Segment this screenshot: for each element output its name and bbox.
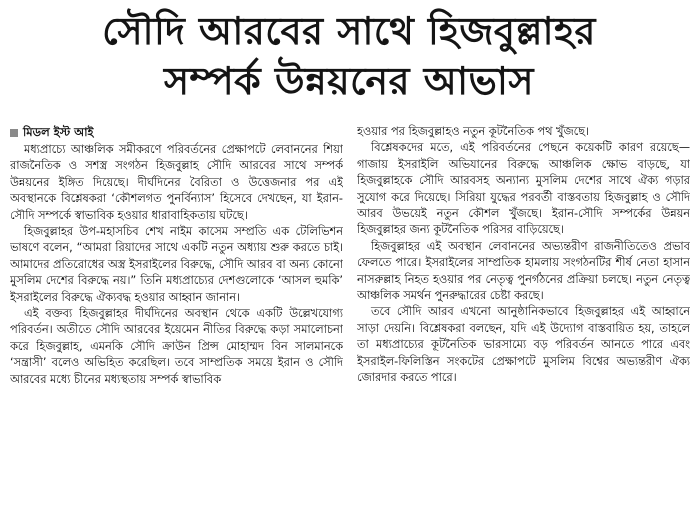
article-body	[10, 124, 690, 517]
paragraph: মধ্যপ্রাচ্যে আঞ্চলিক সমীকরণে পরিবর্তনের প্রেক্ষাপটে লেবাননের শিয়া রাজনৈতিক ও সশস্ত্র সংগঠন হিজবুল্লাহ সৌদি আরবের সাথে সম্পর্ক উন্নয়নের ইঙ্গিত দিয়েছে। দীর্ঘদিনের বৈরিতা ও উত্তেজনার পর এই অবস্থানকে বিশ্লেষকরা ‘কৌশলগত পুনর্বিন্যাস’ হিসেবে দেখছেন, যা ইরান-সৌদি সম্পর্কে স্বাভাবিক হওয়ার ধারাবাহিকতায় ঘটছে।	[10, 143, 343, 222]
paragraph: হিজবুল্লাহর এই অবস্থান লেবাননের অভ্যন্তরীণ রাজনীতিতেও প্রভাব ফেলতে পারে। ইসরাইলের সাম্প্রতিক হামলায় সংগঠনটির শীর্ষ নেতা হাসান নাসরুল্লাহ নিহত হওয়ার পর নেতৃত্ব পুনর্গঠনের প্রক্রিয়া চলছে। নতুন নেতৃত্ব আঞ্চলিক সমর্থন পুনরুদ্ধারের চেষ্টা করছে।	[357, 239, 690, 303]
byline	[10, 124, 343, 141]
paragraph: তবে সৌদি আরব এখনো আনুষ্ঠানিকভাবে হিজবুল্লাহর এই আহ্বানে সাড়া দেয়নি। বিশ্লেষকরা বলছেন, যদি এই উদ্যোগ বাস্তবায়িত হয়, তাহলে তা মধ্যপ্রাচ্যের কূটনৈতিক ভারসাম্যে বড় পরিবর্তন আনতে পারে এবং ইসরাইল-ফিলিস্তিন সংকটের প্রেক্ষাপটে মুসলিম বিশ্বের অভ্যন্তরীণ ঐক্য জোরদার করতে পারে।	[357, 305, 690, 385]
left-column	[10, 124, 343, 517]
right-column	[357, 124, 690, 517]
paragraph: হিজবুল্লাহর উপ-মহাসচিব শেখ নাইম কাসেম সম্প্রতি এক টেলিভিশন ভাষণে বলেন, “আমরা রিয়াদের সাথে একটি নতুন অধ্যায় শুরু করতে চাই। আমাদের প্রতিরোধের অস্ত্র ইসরাইলের বিরুদ্ধে, সৌদি আরব বা অন্য কোনো মুসলিম দেশের বিরুদ্ধে নয়।” তিনি মধ্যপ্রাচ্যের দেশগুলোকে ‘আসল হুমকি’ ইসরাইলের বিরুদ্ধে ঐক্যবদ্ধ হওয়ার আহ্বান জানান।	[10, 225, 343, 304]
paragraph-continued: হওয়ার পর হিজবুল্লাহও নতুন কূটনৈতিক পথ খুঁজছে।	[357, 125, 590, 138]
headline-line-1: সৌদি আরবের সাথে হিজবুল্লাহর	[102, 9, 596, 53]
byline-source: মিডল ইস্ট আই	[23, 125, 94, 139]
byline-square-icon	[10, 129, 18, 137]
paragraph: বিশ্লেষকদের মতে, এই পরিবর্তনের পেছনে কয়েকটি কারণ রয়েছে— গাজায় ইসরাইলি অভিযানের বিরুদ্ধে আঞ্চলিক ক্ষোভ বাড়ছে, যা হিজবুল্লাহকে সৌদি আরবসহ অন্যান্য মুসলিম দেশের সাথে ঐক্য গড়ার সুযোগ করে দিয়েছে। সিরিয়া যুদ্ধের পরবর্তী বাস্তবতায় হিজবুল্লাহ ও সৌদি আরব উভয়েই নতুন কৌশল খুঁজছে। ইরান-সৌদি সম্পর্কের উন্নয়ন হিজবুল্লাহর জন্য কূটনৈতিক পরিসর বাড়িয়েছে।	[357, 141, 690, 237]
headline	[8, 6, 690, 106]
paragraph: এই বক্তব্য হিজবুল্লাহর দীর্ঘদিনের অবস্থান থেকে একটি উল্লেখযোগ্য পরিবর্তন। অতীতে সৌদি আরবের ইয়েমেন নীতির বিরুদ্ধে কড়া সমালোচনা করে হিজবুল্লাহ, এমনকি সৌদি ক্রাউন প্রিন্স মোহাম্মদ বিন সালমানকে ‘সন্ত্রাসী’ বলেও অভিহিত করেছিল। তবে সাম্প্রতিক সময়ে ইরান ও সৌদি আরবের মধ্যে চীনের মধ্যস্থতায় সম্পর্ক স্বাভাবিক	[10, 307, 343, 386]
headline-line-2: সম্পর্ক উন্নয়নের আভাস	[164, 59, 534, 103]
